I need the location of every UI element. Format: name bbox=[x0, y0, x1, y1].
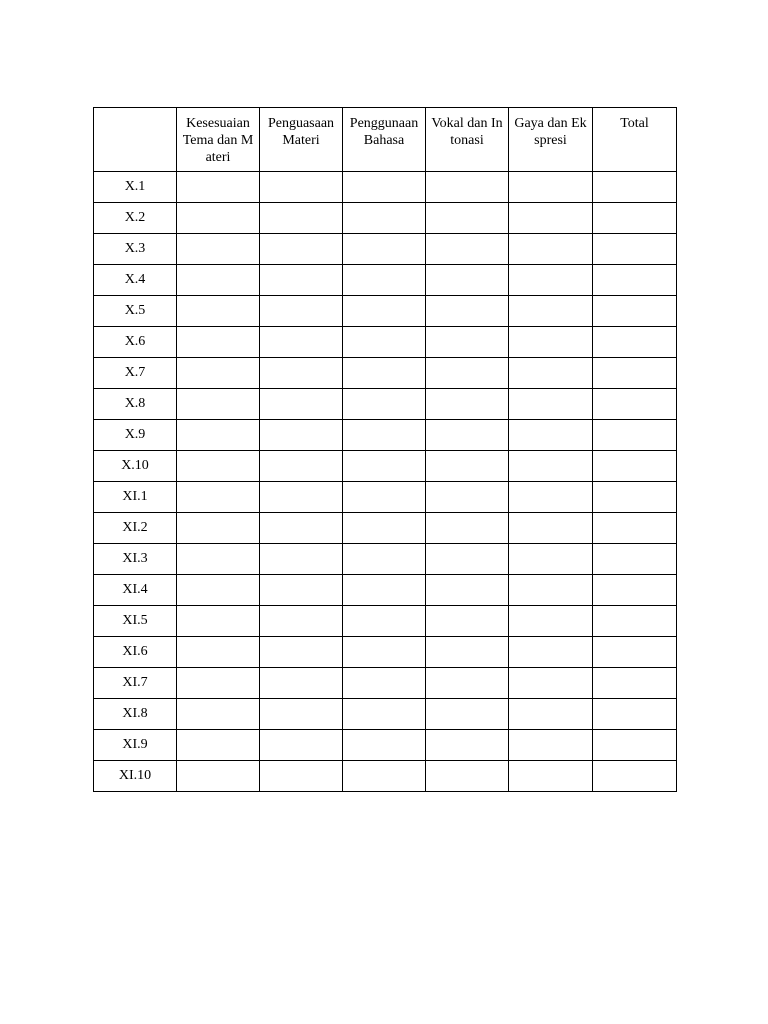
score-cell[interactable] bbox=[426, 327, 509, 358]
score-cell[interactable] bbox=[426, 172, 509, 203]
header-cell-total: Total bbox=[593, 108, 677, 172]
score-cell[interactable] bbox=[260, 730, 343, 761]
score-cell[interactable] bbox=[509, 699, 593, 730]
score-cell[interactable] bbox=[177, 358, 260, 389]
score-cell[interactable] bbox=[426, 699, 509, 730]
score-cell[interactable] bbox=[509, 265, 593, 296]
score-cell[interactable] bbox=[177, 265, 260, 296]
score-cell[interactable] bbox=[260, 327, 343, 358]
table-row bbox=[94, 296, 677, 327]
score-cell[interactable] bbox=[343, 389, 426, 420]
table-row bbox=[94, 389, 677, 420]
score-cell[interactable] bbox=[509, 451, 593, 482]
score-cell[interactable] bbox=[260, 358, 343, 389]
score-cell[interactable] bbox=[593, 544, 677, 575]
score-cell[interactable] bbox=[177, 420, 260, 451]
header-cell-kesesuaian: Kesesuaian Tema dan Materi bbox=[177, 108, 260, 172]
score-cell[interactable] bbox=[260, 637, 343, 668]
row-label: X.8 bbox=[94, 389, 177, 420]
score-cell[interactable] bbox=[509, 544, 593, 575]
score-cell[interactable] bbox=[593, 327, 677, 358]
score-cell[interactable] bbox=[177, 389, 260, 420]
score-cell[interactable] bbox=[593, 668, 677, 699]
row-label: XI.10 bbox=[94, 761, 177, 792]
table-row bbox=[94, 482, 677, 513]
score-cell[interactable] bbox=[343, 637, 426, 668]
score-cell[interactable] bbox=[177, 327, 260, 358]
score-cell[interactable] bbox=[343, 234, 426, 265]
score-cell[interactable] bbox=[426, 606, 509, 637]
table-row bbox=[94, 513, 677, 544]
score-cell[interactable] bbox=[260, 513, 343, 544]
score-cell[interactable] bbox=[177, 296, 260, 327]
table-row bbox=[94, 575, 677, 606]
row-label: X.7 bbox=[94, 358, 177, 389]
score-cell[interactable] bbox=[426, 482, 509, 513]
table-row bbox=[94, 172, 677, 203]
score-table bbox=[93, 107, 677, 792]
score-cell[interactable] bbox=[426, 234, 509, 265]
score-cell[interactable] bbox=[593, 172, 677, 203]
table-row bbox=[94, 327, 677, 358]
score-cell[interactable] bbox=[593, 420, 677, 451]
score-cell[interactable] bbox=[260, 575, 343, 606]
table-body bbox=[94, 172, 677, 792]
header-cell-gaya: Gaya dan Ekspresi bbox=[509, 108, 593, 172]
score-cell[interactable] bbox=[426, 420, 509, 451]
score-cell[interactable] bbox=[177, 668, 260, 699]
score-cell[interactable] bbox=[426, 389, 509, 420]
score-cell[interactable] bbox=[593, 730, 677, 761]
score-cell[interactable] bbox=[177, 172, 260, 203]
table-row bbox=[94, 203, 677, 234]
row-label: XI.9 bbox=[94, 730, 177, 761]
score-cell[interactable] bbox=[593, 358, 677, 389]
score-cell[interactable] bbox=[426, 544, 509, 575]
score-cell[interactable] bbox=[177, 544, 260, 575]
score-cell[interactable] bbox=[343, 544, 426, 575]
score-cell[interactable] bbox=[260, 389, 343, 420]
table-row bbox=[94, 606, 677, 637]
score-cell[interactable] bbox=[260, 699, 343, 730]
score-cell[interactable] bbox=[177, 203, 260, 234]
score-cell[interactable] bbox=[260, 172, 343, 203]
table-row bbox=[94, 668, 677, 699]
score-cell[interactable] bbox=[177, 482, 260, 513]
score-cell[interactable] bbox=[260, 420, 343, 451]
score-cell[interactable] bbox=[593, 234, 677, 265]
score-cell[interactable] bbox=[177, 234, 260, 265]
header-cell-penguasaan: Penguasaan Materi bbox=[260, 108, 343, 172]
score-cell[interactable] bbox=[343, 296, 426, 327]
table-row bbox=[94, 761, 677, 792]
score-cell[interactable] bbox=[177, 730, 260, 761]
score-cell[interactable] bbox=[260, 761, 343, 792]
score-cell[interactable] bbox=[343, 668, 426, 699]
score-cell[interactable] bbox=[177, 451, 260, 482]
score-cell[interactable] bbox=[343, 699, 426, 730]
score-cell[interactable] bbox=[343, 327, 426, 358]
score-cell[interactable] bbox=[177, 575, 260, 606]
table-row bbox=[94, 544, 677, 575]
score-cell[interactable] bbox=[509, 203, 593, 234]
score-cell[interactable] bbox=[426, 265, 509, 296]
score-cell[interactable] bbox=[426, 296, 509, 327]
score-cell[interactable] bbox=[260, 606, 343, 637]
score-cell[interactable] bbox=[426, 451, 509, 482]
table-row bbox=[94, 730, 677, 761]
score-cell[interactable] bbox=[593, 575, 677, 606]
score-cell[interactable] bbox=[593, 296, 677, 327]
row-label: X.5 bbox=[94, 296, 177, 327]
score-cell[interactable] bbox=[426, 358, 509, 389]
score-cell[interactable] bbox=[343, 420, 426, 451]
score-cell[interactable] bbox=[509, 389, 593, 420]
score-cell[interactable] bbox=[177, 761, 260, 792]
score-cell[interactable] bbox=[177, 637, 260, 668]
score-cell[interactable] bbox=[509, 172, 593, 203]
row-label: X.2 bbox=[94, 203, 177, 234]
score-cell[interactable] bbox=[426, 668, 509, 699]
row-label: XI.4 bbox=[94, 575, 177, 606]
score-cell[interactable] bbox=[343, 575, 426, 606]
score-cell[interactable] bbox=[593, 451, 677, 482]
row-label: XI.8 bbox=[94, 699, 177, 730]
score-cell[interactable] bbox=[177, 606, 260, 637]
score-cell[interactable] bbox=[509, 482, 593, 513]
score-cell[interactable] bbox=[426, 513, 509, 544]
score-cell[interactable] bbox=[343, 482, 426, 513]
row-label: XI.7 bbox=[94, 668, 177, 699]
score-cell[interactable] bbox=[509, 513, 593, 544]
table-row bbox=[94, 699, 677, 730]
score-cell[interactable] bbox=[343, 730, 426, 761]
score-cell[interactable] bbox=[593, 265, 677, 296]
score-cell[interactable] bbox=[426, 761, 509, 792]
score-cell[interactable] bbox=[343, 265, 426, 296]
row-label: X.1 bbox=[94, 172, 177, 203]
table-row bbox=[94, 234, 677, 265]
score-cell[interactable] bbox=[260, 265, 343, 296]
score-cell[interactable] bbox=[509, 761, 593, 792]
score-cell[interactable] bbox=[593, 389, 677, 420]
score-cell[interactable] bbox=[509, 730, 593, 761]
score-cell[interactable] bbox=[509, 637, 593, 668]
row-label: XI.2 bbox=[94, 513, 177, 544]
score-cell[interactable] bbox=[593, 637, 677, 668]
score-cell[interactable] bbox=[343, 606, 426, 637]
score-cell[interactable] bbox=[509, 575, 593, 606]
score-cell[interactable] bbox=[593, 513, 677, 544]
score-cell[interactable] bbox=[260, 296, 343, 327]
row-label: X.3 bbox=[94, 234, 177, 265]
score-cell[interactable] bbox=[593, 606, 677, 637]
score-cell[interactable] bbox=[509, 668, 593, 699]
score-cell[interactable] bbox=[343, 172, 426, 203]
score-cell[interactable] bbox=[343, 761, 426, 792]
score-cell[interactable] bbox=[343, 203, 426, 234]
score-cell[interactable] bbox=[343, 451, 426, 482]
header-cell-penggunaan: Penggunaan Bahasa bbox=[343, 108, 426, 172]
row-label: XI.3 bbox=[94, 544, 177, 575]
row-label: X.6 bbox=[94, 327, 177, 358]
header-row bbox=[94, 108, 677, 172]
score-cell[interactable] bbox=[260, 234, 343, 265]
table-row bbox=[94, 420, 677, 451]
score-cell[interactable] bbox=[177, 513, 260, 544]
header-cell-blank bbox=[94, 108, 177, 172]
score-cell[interactable] bbox=[426, 203, 509, 234]
score-cell[interactable] bbox=[343, 358, 426, 389]
row-label: X.10 bbox=[94, 451, 177, 482]
score-cell[interactable] bbox=[509, 327, 593, 358]
row-label: X.4 bbox=[94, 265, 177, 296]
score-cell[interactable] bbox=[260, 203, 343, 234]
score-cell[interactable] bbox=[343, 513, 426, 544]
score-cell[interactable] bbox=[260, 451, 343, 482]
score-cell[interactable] bbox=[509, 296, 593, 327]
score-cell[interactable] bbox=[177, 699, 260, 730]
score-cell[interactable] bbox=[509, 234, 593, 265]
table-row bbox=[94, 265, 677, 296]
score-cell[interactable] bbox=[426, 575, 509, 606]
score-cell[interactable] bbox=[593, 203, 677, 234]
row-label: XI.1 bbox=[94, 482, 177, 513]
table-row bbox=[94, 637, 677, 668]
score-cell[interactable] bbox=[260, 544, 343, 575]
score-cell[interactable] bbox=[509, 420, 593, 451]
score-cell[interactable] bbox=[593, 761, 677, 792]
table-row bbox=[94, 451, 677, 482]
score-cell[interactable] bbox=[260, 668, 343, 699]
row-label: XI.6 bbox=[94, 637, 177, 668]
row-label: X.9 bbox=[94, 420, 177, 451]
header-cell-vokal: Vokal dan Intonasi bbox=[426, 108, 509, 172]
score-cell[interactable] bbox=[593, 482, 677, 513]
score-cell[interactable] bbox=[426, 730, 509, 761]
score-cell[interactable] bbox=[260, 482, 343, 513]
score-cell[interactable] bbox=[426, 637, 509, 668]
row-label: XI.5 bbox=[94, 606, 177, 637]
score-cell[interactable] bbox=[509, 358, 593, 389]
table-row bbox=[94, 358, 677, 389]
score-cell[interactable] bbox=[593, 699, 677, 730]
score-cell[interactable] bbox=[509, 606, 593, 637]
